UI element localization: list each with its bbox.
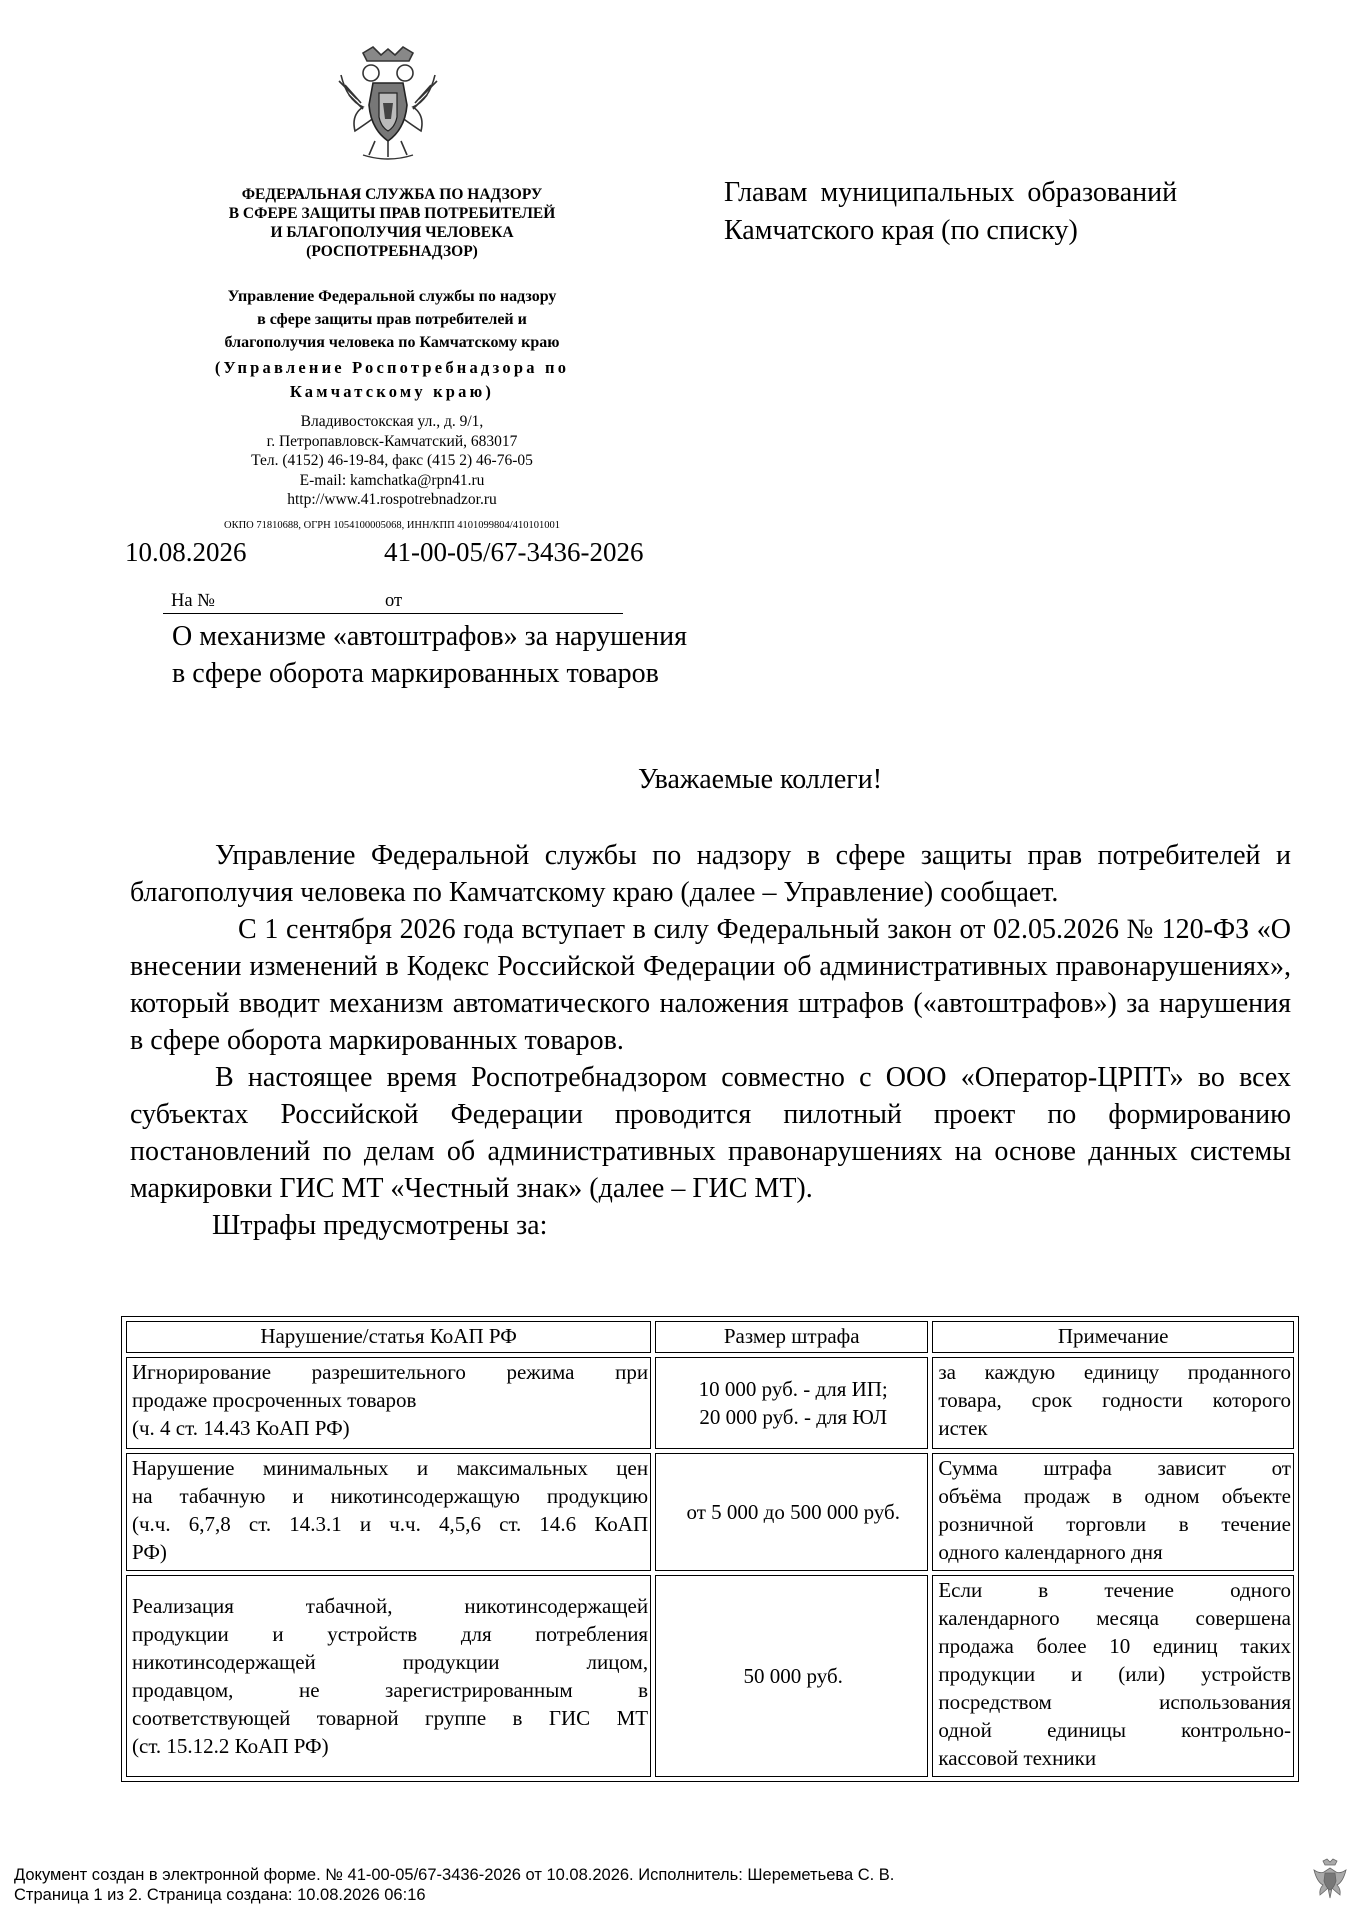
note-cell bbox=[932, 1453, 1294, 1571]
cell-line: (ч. 4 ст. 14.43 КоАП РФ) bbox=[132, 1416, 350, 1440]
cell-line: Сумма штрафа зависит от bbox=[938, 1456, 1291, 1480]
cell-line: (ч.ч. 6,7,8 ст. 14.3.1 и ч.ч. 4,5,6 ст. 14.6 КоАП bbox=[132, 1512, 649, 1536]
short-name-line: Камчатскому краю) bbox=[289, 382, 495, 401]
column-header: Нарушение/статья КоАП РФ bbox=[126, 1321, 651, 1353]
cell-line: продукции и устройств для потребления bbox=[132, 1622, 649, 1646]
fine-cell bbox=[655, 1357, 928, 1449]
body-paragraph: Штрафы предусмотрены за: bbox=[212, 1210, 548, 1241]
table-row bbox=[126, 1453, 1294, 1571]
agency-name bbox=[160, 185, 624, 261]
reference-line bbox=[163, 591, 623, 614]
russian-coat-of-arms-small-icon bbox=[1310, 1858, 1350, 1902]
body-paragraph: В настоящее время Роспотребнадзором совместно с ООО «Оператор-ЦРПТ» во всех субъектах Российской Федерации проводится пилотный проект по формированию постановлений по делам об административных правонарушениях на основе данных системы маркировки ГИС МТ «Честный знак» (далее – ГИС МТ). bbox=[130, 1062, 1291, 1204]
subject-line: в сфере оборота маркированных товаров bbox=[172, 658, 659, 689]
cell-line: 10 000 руб. - для ИП; bbox=[698, 1377, 888, 1401]
department-name-line: Управление Федеральной службы по надзору bbox=[227, 288, 557, 305]
department-name bbox=[160, 285, 624, 354]
column-header: Размер штрафа bbox=[655, 1321, 928, 1353]
department-name-line: в сфере защиты прав потребителей и bbox=[257, 311, 527, 328]
cell-line: на табачную и никотинсодержащую продукцию bbox=[132, 1484, 649, 1508]
body-paragraph: Управление Федеральной службы по надзору в сфере защиты прав потребителей и благополучия человека по Камчатскому краю (далее – Управление) сообщает. bbox=[130, 840, 1291, 908]
cell-line: Если в течение одного bbox=[938, 1578, 1291, 1602]
document-number: 41-00-05/67-3436-2026 bbox=[384, 537, 644, 567]
email-address: E-mail: kamchatka@rpn41.ru bbox=[299, 471, 485, 489]
russian-coat-of-arms-icon bbox=[333, 45, 443, 163]
cell-line: продаже просроченных товаров bbox=[132, 1388, 417, 1412]
table-row bbox=[126, 1357, 1294, 1449]
document-subject bbox=[172, 618, 687, 692]
phone-fax: Тел. (4152) 46-19-84, факс (415 2) 46-76-05 bbox=[251, 452, 533, 469]
footer-line: Документ создан в электронной форме. № 41-00-05/67-3436-2026 от 10.08.2026. Исполнитель: Шереметьева С. В. bbox=[14, 1866, 895, 1884]
recipient bbox=[724, 174, 1177, 250]
cell-line: Игнорирование разрешительного режима при bbox=[132, 1360, 649, 1384]
fine-cell bbox=[655, 1453, 928, 1571]
cell-line: 20 000 руб. - для ЮЛ bbox=[699, 1405, 888, 1429]
table-row bbox=[126, 1575, 1294, 1777]
cell-line: Реализация табачной, никотинсодержащей bbox=[132, 1594, 649, 1618]
registration-codes: ОКПО 71810688, ОГРН 1054100005068, ИНН/КПП 4101099804/410101001 bbox=[224, 520, 560, 531]
greeting: Уважаемые коллеги! bbox=[637, 764, 883, 795]
cell-line: никотинсодержащей продукции лицом, bbox=[132, 1650, 649, 1674]
reference-from-label: от bbox=[385, 591, 403, 611]
cell-line: от 5 000 до 500 000 руб. bbox=[686, 1500, 900, 1524]
address-street: Владивостокская ул., д. 9/1, bbox=[300, 413, 484, 430]
cell-line: Нарушение минимальных и максимальных цен bbox=[132, 1456, 649, 1480]
violation-cell bbox=[126, 1357, 651, 1449]
recipient-line: Главам муниципальных образований bbox=[724, 177, 1178, 208]
footer-line: Страница 1 из 2. Страница создана: 10.08.2026 06:16 bbox=[14, 1886, 426, 1904]
violation-cell bbox=[126, 1453, 651, 1571]
short-name-line: (Управление Роспотребнадзора по bbox=[214, 358, 570, 377]
cell-line: 50 000 руб. bbox=[743, 1664, 843, 1688]
agency-name-line: ФЕДЕРАЛЬНАЯ СЛУЖБА ПО НАДЗОРУ bbox=[241, 186, 543, 203]
cell-line: розничной торговли в течение bbox=[938, 1512, 1291, 1536]
cell-line: посредством использования bbox=[938, 1690, 1291, 1714]
cell-line: истек bbox=[938, 1416, 988, 1440]
cell-line: (ст. 15.12.2 КоАП РФ) bbox=[132, 1734, 329, 1758]
department-name-line: благополучия человека по Камчатскому краю bbox=[224, 334, 560, 351]
letter-body bbox=[130, 837, 1291, 1244]
subject-line: О механизме «автоштрафов» за нарушения bbox=[172, 621, 687, 652]
recipient-line: Камчатского края (по списку) bbox=[724, 215, 1078, 246]
note-cell bbox=[932, 1575, 1294, 1777]
contact-details bbox=[160, 412, 624, 510]
agency-name-line: В СФЕРЕ ЗАЩИТЫ ПРАВ ПОТРЕБИТЕЛЕЙ bbox=[228, 205, 556, 222]
cell-line: РФ) bbox=[132, 1540, 167, 1564]
cell-line: продажа более 10 единиц таких bbox=[938, 1634, 1291, 1658]
cell-line: одного календарного дня bbox=[938, 1540, 1163, 1564]
cell-line: календарного месяца совершена bbox=[938, 1606, 1291, 1630]
document-date: 10.08.2026 bbox=[125, 537, 247, 567]
agency-name-line: (РОСПОТРЕБНАДЗОР) bbox=[306, 243, 478, 260]
cell-line: соответствующей товарной группе в ГИС МТ bbox=[132, 1706, 649, 1730]
table-header-row bbox=[126, 1321, 1294, 1353]
violation-cell bbox=[126, 1575, 651, 1777]
department-short-name bbox=[160, 356, 624, 404]
address-city: г. Петропавловск-Камчатский, 683017 bbox=[266, 432, 518, 450]
website-link: http://www.41.rospotrebnadzor.ru bbox=[287, 491, 497, 508]
body-paragraph: С 1 сентября 2026 года вступает в силу Федеральный закон от 02.05.2026 № 120-ФЗ «О внесении изменений в Кодекс Российской Федерации об административных правонарушениях», который вводит механизм автоматического наложения штрафов («автоштрафов») за нарушения в сфере оборота маркированных товаров. bbox=[130, 914, 1291, 1056]
reference-no-label: На № bbox=[171, 591, 215, 611]
cell-line: товара, срок годности которого bbox=[938, 1388, 1291, 1412]
agency-name-line: И БЛАГОПОЛУЧИЯ ЧЕЛОВЕКА bbox=[270, 224, 514, 241]
fines-table bbox=[121, 1316, 1299, 1782]
cell-line: кассовой техники bbox=[938, 1746, 1097, 1770]
cell-line: продукции и (или) устройств bbox=[938, 1662, 1291, 1686]
electronic-document-footer bbox=[14, 1865, 894, 1905]
note-cell bbox=[932, 1357, 1294, 1449]
cell-line: одной единицы контрольно- bbox=[938, 1718, 1291, 1742]
column-header: Примечание bbox=[932, 1321, 1294, 1353]
cell-line: объёма продаж в одном объекте bbox=[938, 1484, 1291, 1508]
cell-line: продавцом, не зарегистрированным в bbox=[132, 1678, 649, 1702]
cell-line: за каждую единицу проданного bbox=[938, 1360, 1291, 1384]
fine-cell bbox=[655, 1575, 928, 1777]
